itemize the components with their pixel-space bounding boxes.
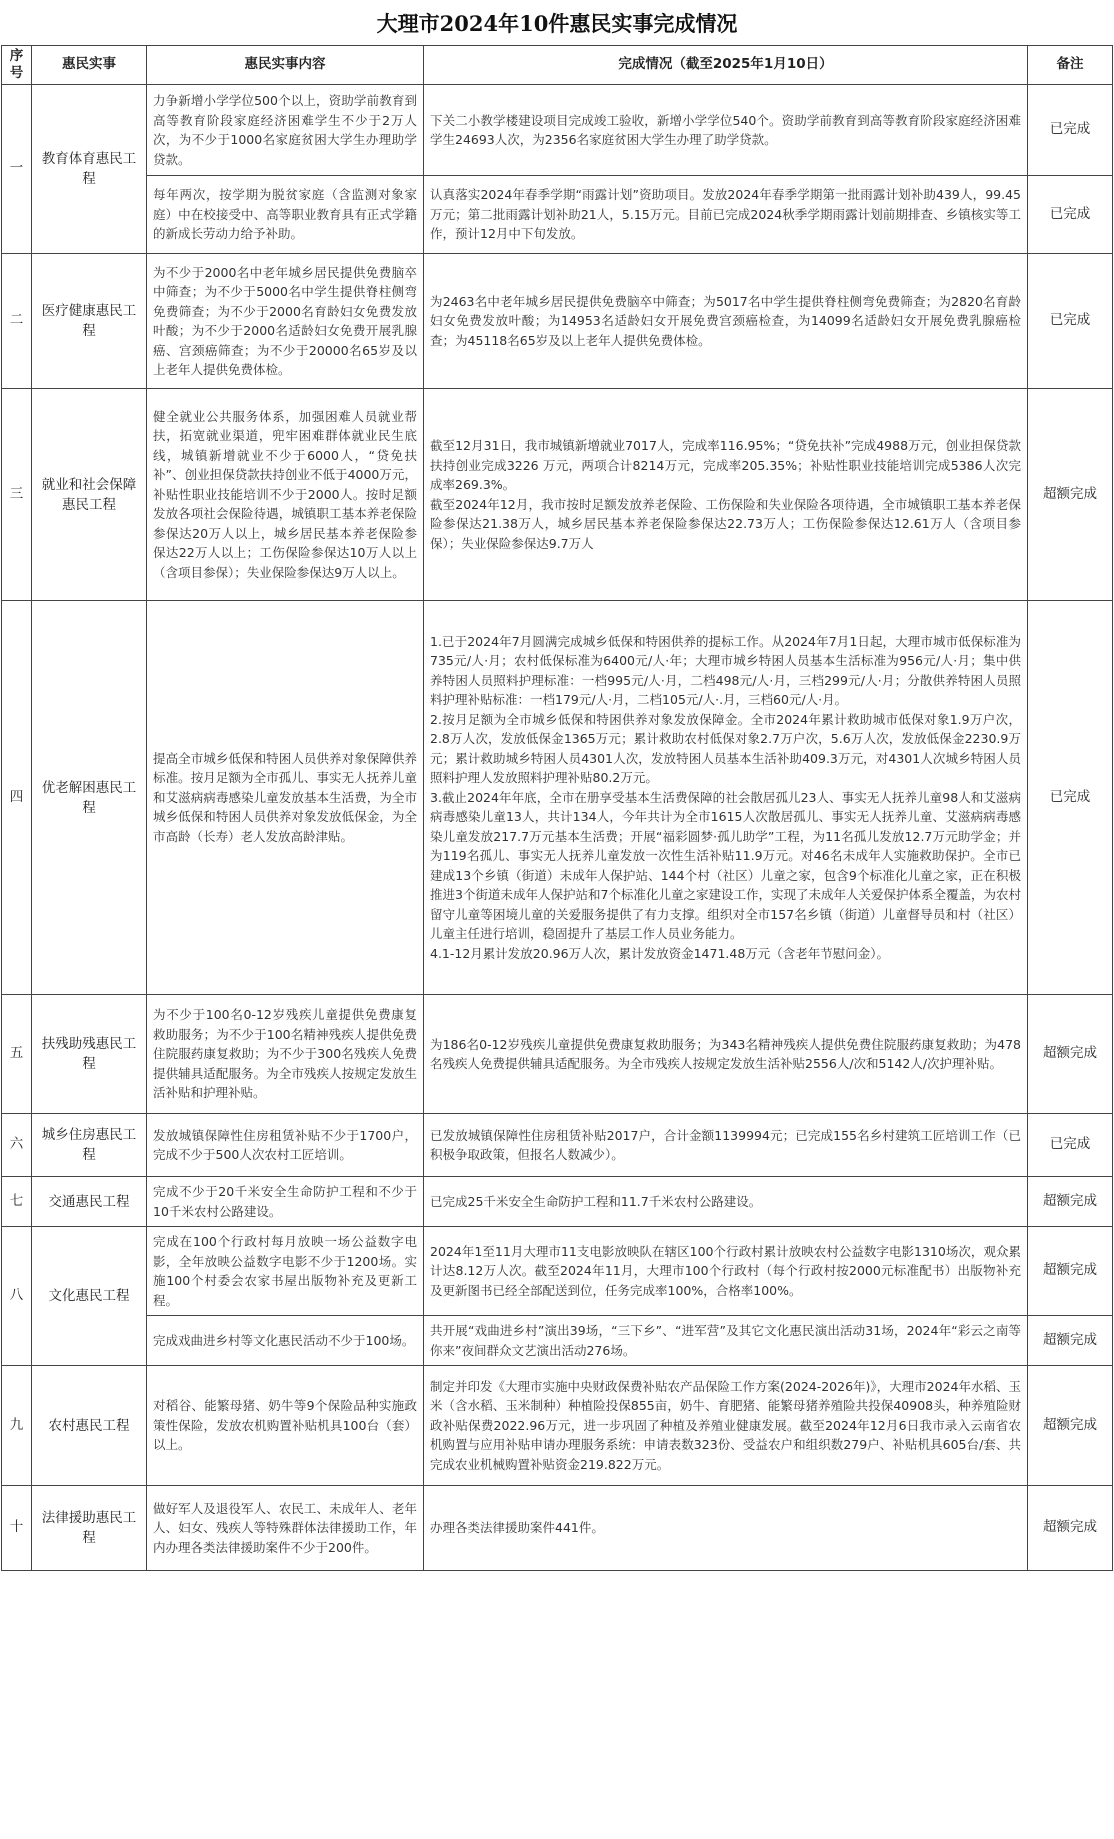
row-status: 制定并印发《大理市实施中央财政保费补贴农产品保险工作方案(2024-2026年)》，大理市2024年水稻、玉米（含水稻、玉米制种）种植险投保855亩，奶牛、育肥猪、能繁母猪养殖险共投保40908头，种养殖险财政补贴保费2022.96万元，进一步巩固了种植及养殖业健康发展。截至2024年12月6日我市录入云南省农机购置与应用补贴申请办理服务系统：申请表数323份、受益农户和组织数279户、补贴机具605台/套、共完成农业机械购置补贴资金219.822万元。 xyxy=(424,1366,1028,1486)
row-item-name: 农村惠民工程 xyxy=(32,1366,147,1486)
row-note: 已完成 xyxy=(1028,176,1113,254)
table-row xyxy=(2,85,1113,176)
row-note: 已完成 xyxy=(1028,85,1113,176)
row-item-name: 扶残助残惠民工程 xyxy=(32,995,147,1114)
row-content: 发放城镇保障性住房租赁补贴不少于1700户，完成不少于500人次农村工匠培训。 xyxy=(147,1114,424,1177)
row-note: 已完成 xyxy=(1028,254,1113,389)
row-status: 为2463名中老年城乡居民提供免费脑卒中筛查；为5017名中学生提供脊柱侧弯免费筛查；为2820名育龄妇女免费发放叶酸；为14953名适龄妇女开展免费宫颈癌检查，为14099名适龄妇女开展免费乳腺癌检查；为45118名65岁及以上老年人提供免费体检。 xyxy=(424,254,1028,389)
table-header-row xyxy=(2,46,1113,85)
row-content: 完成戏曲进乡村等文化惠民活动不少于100场。 xyxy=(147,1316,424,1366)
header-item: 惠民实事 xyxy=(32,46,147,85)
table-row xyxy=(2,1366,1113,1486)
row-content: 每年两次，按学期为脱贫家庭（含监测对象家庭）中在校接受中、高等职业教育具有正式学籍的新成长劳动力给予补助。 xyxy=(147,176,424,254)
status-paragraph: 4.1-12月累计发放20.96万人次，累计发放资金1471.48万元（含老年节慰问金）。 xyxy=(430,945,890,961)
status-paragraph: 1.已于2024年7月圆满完成城乡低保和特困供养的提标工作。从2024年7月1日起，大理市城市低保标准为735元/人·月；农村低保标准为6400元/人·年；大理市城乡特困人员基本生活标准为956元/人·月；集中供养特困人员照料护理标准：一档995元/人·月，二档498元/人·月，三档299元/人·月；分散供养特困人员照料护理补贴标准：一档179元/人·月，二档105元/人·.月，三档60元/人·月。 xyxy=(430,633,1021,708)
row-note: 超额完成 xyxy=(1028,389,1113,601)
row-status: 已完成25千米安全生命防护工程和11.7千米农村公路建设。 xyxy=(424,1177,1028,1227)
row-status: 2024年1至11月大理市11支电影放映队在辖区100个行政村累计放映农村公益数字电影1310场次，观众累计达8.12万人次。截至2024年11月，大理市100个行政村（每个行政村按2000元标准配书）出版物补充及更新图书已经全部配送到位，任务完成率100%，合格率100%。 xyxy=(424,1227,1028,1316)
row-item-name: 教育体育惠民工程 xyxy=(32,85,147,254)
row-seq: 六 xyxy=(2,1114,32,1177)
header-content: 惠民实事内容 xyxy=(147,46,424,85)
row-note: 已完成 xyxy=(1028,601,1113,995)
row-status xyxy=(424,389,1028,601)
row-content: 对稻谷、能繁母猪、奶牛等9个保险品种实施政策性保险，发放农机购置补贴机具100台（套）以上。 xyxy=(147,1366,424,1486)
status-paragraph: 截至2024年12月，我市按时足额发放养老保险、工伤保险和失业保险各项待遇，全市城镇职工基本养老保险参保达21.38万人，城乡居民基本养老保险参保达22.73万人；工伤保险参保达12.61万人（含项目参保）；失业保险参保达9.7万人 xyxy=(430,496,1021,551)
row-status: 共开展“戏曲进乡村”演出39场，“三下乡”、“进军营”及其它文化惠民演出活动31场，2024年“彩云之南等你来”夜间群众文艺演出活动276场。 xyxy=(424,1316,1028,1366)
row-seq: 九 xyxy=(2,1366,32,1486)
row-content: 完成在100个行政村每月放映一场公益数字电影，全年放映公益数字电影不少于1200场。实施100个村委会农家书屋出版物补充及更新工程。 xyxy=(147,1227,424,1316)
row-note: 超额完成 xyxy=(1028,1486,1113,1571)
table-row xyxy=(2,995,1113,1114)
row-content: 完成不少于20千米安全生命防护工程和不少于10千米农村公路建设。 xyxy=(147,1177,424,1227)
row-note: 超额完成 xyxy=(1028,1227,1113,1316)
status-paragraph: 截至12月31日，我市城镇新增就业7017人，完成率116.95%；“贷免扶补”完成4988万元，创业担保贷款扶持创业完成3226 万元，两项合计8214万元，完成率205.35%；补贴性职业技能培训完成5386人次完成率269.3%。 xyxy=(430,438,1021,492)
row-item-name: 优老解困惠民工程 xyxy=(32,601,147,995)
row-note: 已完成 xyxy=(1028,1114,1113,1177)
row-content: 为不少于2000名中老年城乡居民提供免费脑卒中筛查；为不少于5000名中学生提供脊柱侧弯免费筛查；为不少于2000名育龄妇女免费发放叶酸；为不少于2000名适龄妇女免费开展乳腺癌、宫颈癌筛查；为不少于20000名65岁及以上老年人提供免费体检。 xyxy=(147,254,424,389)
row-seq: 三 xyxy=(2,389,32,601)
row-status: 认真落实2024年春季学期“雨露计划”资助项目。发放2024年春季学期第一批雨露计划补助439人，99.45万元；第二批雨露计划补助21人，5.15万元。目前已完成2024秋季学期雨露计划前期排查、乡镇核实等工作，预计12月中下旬发放。 xyxy=(424,176,1028,254)
row-seq: 十 xyxy=(2,1486,32,1571)
row-note: 超额完成 xyxy=(1028,1177,1113,1227)
row-status xyxy=(424,601,1028,995)
header-note: 备注 xyxy=(1028,46,1113,85)
row-seq: 八 xyxy=(2,1227,32,1366)
row-content: 力争新增小学学位500个以上，资助学前教育到高等教育阶段家庭经济困难学生不少于2万人次，为不少于1000名家庭贫困大学生办理助学贷款。 xyxy=(147,85,424,176)
row-seq: 七 xyxy=(2,1177,32,1227)
header-status: 完成情况（截至2025年1月10日） xyxy=(424,46,1028,85)
document-title: 大理市2024年10件惠民实事完成情况 xyxy=(376,11,738,36)
table-row xyxy=(2,1114,1113,1177)
row-item-name: 医疗健康惠民工程 xyxy=(32,254,147,389)
table-row xyxy=(2,1316,1113,1366)
row-item-name: 文化惠民工程 xyxy=(32,1227,147,1366)
row-status: 已发放城镇保障性住房租赁补贴2017户，合计金额1139994元；已完成155名乡村建筑工匠培训工作（已积极争取政策，但报名人数减少）。 xyxy=(424,1114,1028,1177)
table-row xyxy=(2,254,1113,389)
row-item-name: 就业和社会保障惠民工程 xyxy=(32,389,147,601)
row-seq: 四 xyxy=(2,601,32,995)
row-content: 为不少于100名0-12岁残疾儿童提供免费康复救助服务；为不少于100名精神残疾人提供免费住院服药康复救助；为不少于300名残疾人免费提供辅具适配服务。为全市残疾人按规定发放生活补贴和护理补贴。 xyxy=(147,995,424,1114)
summary-table xyxy=(1,45,1113,1571)
row-item-name: 城乡住房惠民工程 xyxy=(32,1114,147,1177)
table-body xyxy=(2,85,1113,1571)
status-paragraph: 3.截止2024年年底，全市在册享受基本生活费保障的社会散居孤儿23人、事实无人抚养儿童98人和艾滋病病毒感染儿童13人，共计134人，今年共计为全市1615人次散居孤儿、事实无人抚养儿童、艾滋病病毒感染儿童发放217.7万元基本生活费；开展“福彩圆梦·孤儿助学”工程，为11名孤儿发放12.7万元助学金；并为119名孤儿、事实无人抚养儿童发放一次性生活补贴11.9万元。对46名未成年人实施救助保护。全市已建成13个乡镇（街道）未成年人保护站、144个村（社区）儿童之家，包含9个标准化儿童之家，正在积极推进3个街道未成年人保护站和7个标准化儿童之家建设工作，实现了未成年人关爱保护体系全覆盖，为农村留守儿童等困境儿童的关爱服务提供了有力支撑。组织对全市157名乡镇（街道）儿童督导员和村（社区）儿童主任进行培训，稳固提升了基层工作人员业务能力。 xyxy=(430,789,1021,942)
row-note: 超额完成 xyxy=(1028,1366,1113,1486)
row-content: 健全就业公共服务体系，加强困难人员就业帮扶，拓宽就业渠道，兜牢困难群体就业民生底线，城镇新增就业不少于6000人，“贷免扶补”、创业担保贷款扶持创业不低于4000万元，补贴性职业技能培训不少于2000人。按时足额发放各项社会保险待遇，城镇职工基本养老保险参保达20万人以上，城乡居民基本养老保险参保达22万人以上；工伤保险参保达10万人以上（含项目参保）；失业保险参保达9万人以上。 xyxy=(147,389,424,601)
row-content: 做好军人及退役军人、农民工、未成年人、老年人、妇女、残疾人等特殊群体法律援助工作，年内办理各类法律援助案件不少于200件。 xyxy=(147,1486,424,1571)
row-status: 办理各类法律援助案件441件。 xyxy=(424,1486,1028,1571)
row-note: 超额完成 xyxy=(1028,1316,1113,1366)
table-row xyxy=(2,1486,1113,1571)
header-seq: 序号 xyxy=(2,46,32,85)
row-seq: 五 xyxy=(2,995,32,1114)
table-row xyxy=(2,176,1113,254)
row-content: 提高全市城乡低保和特困人员供养对象保障供养标准。按月足额为全市孤儿、事实无人抚养儿童和艾滋病病毒感染儿童发放基本生活费，为全市城乡低保和特困人员供养对象发放低保金，为全市高龄（长寿）老人发放高龄津贴。 xyxy=(147,601,424,995)
row-note: 超额完成 xyxy=(1028,995,1113,1114)
row-seq: 一 xyxy=(2,85,32,254)
row-seq: 二 xyxy=(2,254,32,389)
row-status: 为186名0-12岁残疾儿童提供免费康复救助服务；为343名精神残疾人提供免费住院服药康复救助；为478名残疾人免费提供辅具适配服务。为全市残疾人按规定发放生活补贴2556人/次和5142人/次护理补贴。 xyxy=(424,995,1028,1114)
row-item-name: 法律援助惠民工程 xyxy=(32,1486,147,1571)
table-row xyxy=(2,389,1113,601)
table-row xyxy=(2,1177,1113,1227)
status-paragraph: 2.按月足额为全市城乡低保和特困供养对象发放保障金。全市2024年累计救助城市低保对象1.9万户次，2.8万人次，发放低保金1365万元；累计救助农村低保对象2.7万户次，5.6万人次，发放低保金2230.9万元；累计救助城乡特困人员4301人次，发放特困人员基本生活补助409.3万元，对4301人次城乡特困人员照料护理人发放照料护理补贴80.2万元。 xyxy=(430,711,1021,786)
row-item-name: 交通惠民工程 xyxy=(32,1177,147,1227)
row-status: 下关二小教学楼建设项目完成竣工验收，新增小学学位540个。资助学前教育到高等教育阶段家庭经济困难学生24693人次，为2356名家庭贫困大学生办理了助学贷款。 xyxy=(424,85,1028,176)
table-row xyxy=(2,601,1113,995)
table-row xyxy=(2,1227,1113,1316)
